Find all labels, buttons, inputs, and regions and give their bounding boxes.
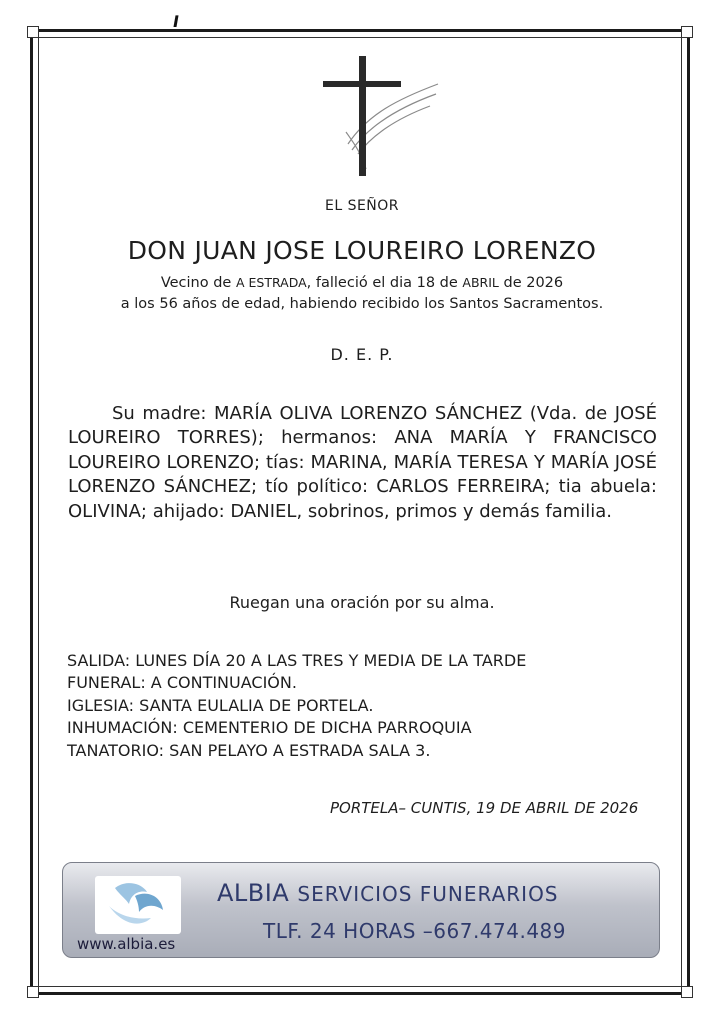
signature-date: 19 DE ABRIL DE 2026: [471, 799, 639, 817]
cross-icon: [318, 54, 446, 179]
family-text: ; tío político:: [250, 476, 377, 498]
residence-text: , falleció el dia: [306, 275, 417, 291]
phone-number: TLF. 24 HORAS –667.474.489: [263, 919, 567, 943]
family-names: MARÍA OLIVA LORENZO SÁNCHEZ (Vda. de JOSÉ LOUREIRO TORRES): [68, 403, 657, 449]
family-text: ; ahijado:: [140, 500, 231, 522]
residence-place: A ESTRADA: [235, 275, 307, 290]
brand-name: [217, 879, 559, 907]
service-details: [67, 650, 526, 762]
signature-place: PORTELA– CUNTIS,: [330, 799, 472, 817]
residence-line: [40, 275, 684, 291]
family-text: ; tías:: [253, 451, 311, 473]
family-names: OLIVINA: [68, 500, 141, 522]
age-text: a los: [120, 296, 160, 312]
brand-services: SERVICIOS FUNERARIOS: [297, 882, 559, 906]
detail-value: CEMENTERIO DE DICHA PARROQUIA: [182, 718, 472, 738]
frame-corner: [27, 26, 39, 38]
title-prefix: EL SEÑOR: [324, 198, 400, 214]
dep-text: D. E. P.: [330, 345, 394, 364]
family-names: ANA MARÍA Y FRANCISCO LOUREIRO LORENZO: [68, 427, 657, 473]
detail-row: [67, 740, 526, 762]
detail-label: IGLESIA:: [67, 695, 140, 715]
family-names: DANIEL: [230, 500, 297, 522]
family-names: MARINA, MARÍA TERESA Y MARÍA JOSÉ LORENZO SÁNCHEZ: [68, 451, 657, 498]
detail-label: FUNERAL:: [67, 673, 151, 693]
residence-text: Vecino de: [160, 275, 236, 291]
albia-logo-icon: [95, 876, 181, 934]
age-value: 56: [159, 296, 178, 312]
prayer-request: Ruegan una oración por su alma.: [229, 593, 495, 612]
detail-value: A CONTINUACIÓN.: [150, 673, 297, 693]
family-paragraph: [68, 402, 657, 524]
detail-value: SANTA EULALIA DE PORTELA.: [139, 695, 374, 715]
death-day: 18: [416, 275, 436, 291]
detail-row: [67, 717, 526, 739]
detail-label: TANATORIO:: [67, 740, 170, 760]
frame-corner: [681, 986, 693, 998]
detail-label: INHUMACIÓN:: [67, 718, 183, 738]
detail-row: [67, 695, 526, 717]
residence-text: de: [435, 275, 463, 291]
age-text: años de edad, habiendo recibido los Santos Sacramentos.: [177, 296, 604, 312]
family-text: ; hermanos:: [257, 427, 395, 449]
frame-corner: [681, 26, 693, 38]
detail-label: SALIDA:: [67, 651, 136, 670]
brand-title: ALBIA: [217, 879, 290, 907]
detail-value: SAN PELAYO A ESTRADA SALA 3.: [169, 740, 431, 760]
death-year: 2026: [526, 275, 564, 291]
family-text: ; tia abuela:: [544, 476, 657, 498]
top-mark: I: [171, 12, 181, 31]
deceased-name: DON JUAN JOSE LOUREIRO LORENZO: [127, 236, 597, 265]
family-text: Su madre:: [112, 403, 214, 424]
detail-row: [67, 672, 526, 694]
family-text: , sobrinos, primos y demás familia.: [296, 500, 613, 522]
website-link[interactable]: www.albia.es: [77, 935, 176, 953]
residence-text: de: [498, 275, 527, 291]
detail-value: LUNES DÍA 20 A LAS TRES Y MEDIA DE LA TARDE: [135, 651, 527, 670]
family-names: CARLOS FERREIRA: [376, 476, 545, 498]
funeral-home-banner: [62, 862, 660, 958]
detail-row: [67, 650, 526, 672]
frame-corner: [27, 986, 39, 998]
signature-line: [330, 799, 638, 817]
death-month: ABRIL: [462, 275, 499, 290]
age-line: [40, 296, 684, 312]
